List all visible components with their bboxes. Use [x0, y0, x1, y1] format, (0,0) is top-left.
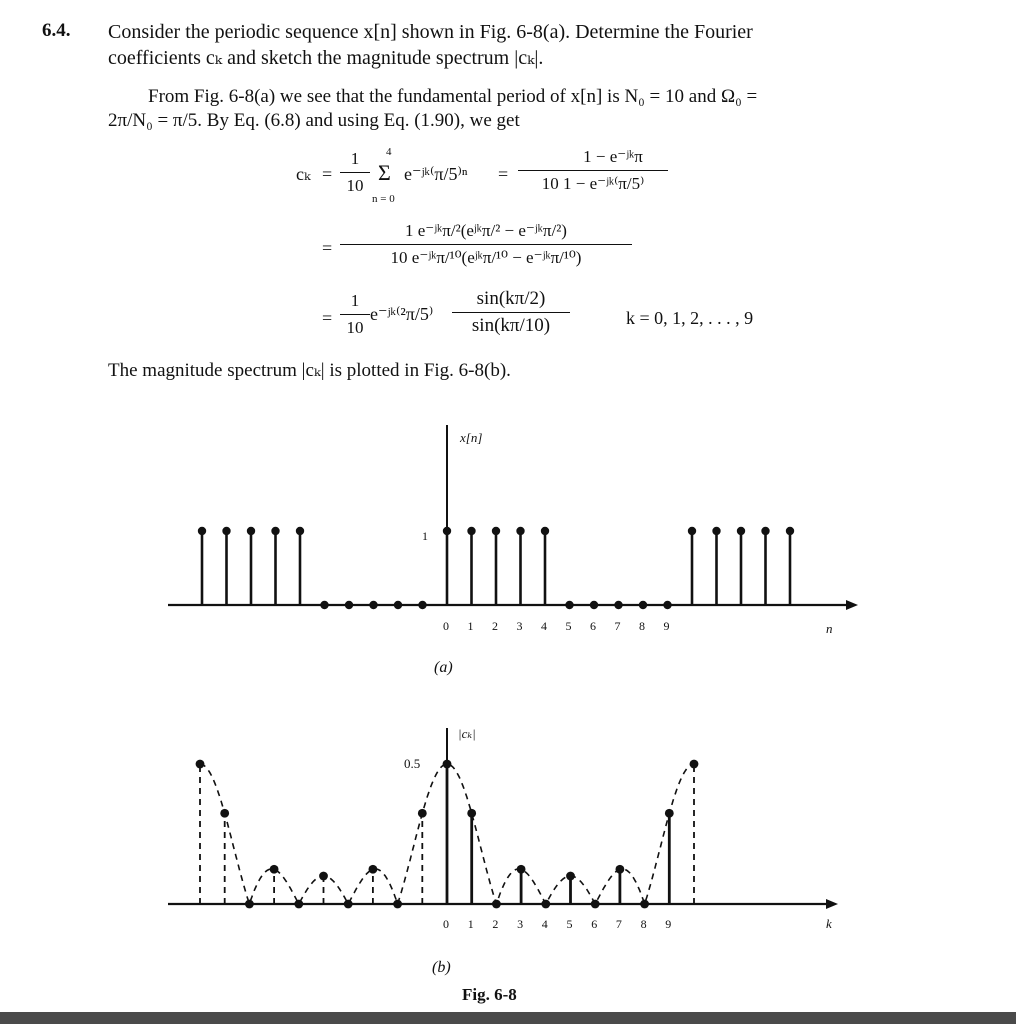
- fig-a-tick-label: 6: [590, 619, 596, 633]
- fig-b-point: [616, 865, 625, 874]
- eq3-equals: =: [322, 308, 333, 328]
- k-range: k = 0, 1, 2, . . . , 9: [626, 308, 754, 328]
- fig-b-point: [418, 809, 427, 818]
- fig-b-tick-label: 8: [640, 917, 647, 931]
- fig-b-tick-label: 9: [665, 917, 672, 931]
- fig-a-point: [320, 601, 328, 609]
- fig-b-point: [393, 900, 402, 909]
- solution-line-2: 2π/N₀ = π/5. By Eq. (6.8) and using Eq. (1.90), we get: [108, 110, 520, 131]
- eq3-sin-denominator: sin(kπ/10): [471, 315, 551, 336]
- eq1-f2-numerator: 1 − e⁻ʲᵏπ: [583, 147, 643, 166]
- eq3-numerator: 1: [350, 291, 360, 310]
- sum-upper-limit: 4: [386, 146, 392, 158]
- fig-b-level-label: 0.5: [404, 756, 421, 771]
- figure-b: [168, 726, 838, 976]
- fig-a-point: [565, 601, 573, 609]
- eq1-ck: cₖ: [296, 164, 311, 184]
- eq3-denominator: 10: [346, 318, 364, 337]
- figure-a: [168, 425, 858, 676]
- fig-a-point: [516, 527, 524, 535]
- fig-a-point: [614, 601, 622, 609]
- fig-a-tick-label: 1: [467, 619, 474, 633]
- problem-number: 6.4.: [42, 20, 71, 41]
- fig-a-x-arrow: [846, 600, 858, 610]
- fig-b-point: [344, 900, 353, 909]
- fig-b-point: [541, 900, 550, 909]
- eq3-sin-numerator: sin(kπ/2): [476, 288, 546, 309]
- eq1-equals: =: [322, 164, 333, 184]
- fig-a-point: [737, 527, 745, 535]
- fig-a-point: [639, 601, 647, 609]
- fig-b-point: [319, 872, 328, 881]
- fig-a-point: [492, 527, 500, 535]
- fig-b-tick-label: 7: [615, 917, 622, 931]
- fig-b-point: [220, 809, 229, 818]
- fig-a-point: [345, 601, 353, 609]
- fig-b-point: [245, 900, 254, 909]
- fig-a-caption: (a): [434, 659, 453, 676]
- fig-b-tick-label: 5: [566, 917, 573, 931]
- fig-a-point: [786, 527, 794, 535]
- fig-b-point: [566, 872, 575, 881]
- sum-lower-limit: n = 0: [372, 193, 395, 205]
- fig-a-point: [394, 601, 402, 609]
- fig-b-point: [591, 900, 600, 909]
- eq1-denominator: 10: [346, 176, 364, 195]
- problem-line-2: coefficients cₖ and sketch the magnitude spectrum |cₖ|.: [108, 47, 544, 69]
- fig-b-tick-label: 2: [492, 917, 499, 931]
- sum-sign: Σ: [378, 160, 391, 185]
- fig-a-point: [296, 527, 304, 535]
- fig-a-y-label: x[n]: [460, 430, 483, 445]
- eq1-exponential: e⁻ʲᵏ⁽π/5⁾ⁿ: [404, 164, 468, 184]
- eq2-numerator: 1 e⁻ʲᵏπ/²(eʲᵏπ/² − e⁻ʲᵏπ/²): [405, 221, 567, 240]
- figure-title: Fig. 6-8: [462, 985, 517, 1004]
- fig-a-point: [271, 527, 279, 535]
- fig-a-tick-label: 8: [639, 619, 645, 633]
- fig-a-point: [247, 527, 255, 535]
- fig-b-point: [294, 900, 303, 909]
- fig-b-point: [196, 760, 205, 769]
- fig-a-point: [688, 527, 696, 535]
- fig-a-tick-label: 2: [492, 619, 498, 633]
- fig-b-point: [517, 865, 526, 874]
- fig-a-point: [712, 527, 720, 535]
- fig-a-x-label: n: [826, 621, 833, 636]
- fig-b-caption: (b): [432, 959, 451, 976]
- fig-b-point: [467, 809, 476, 818]
- fig-a-tick-label: 7: [614, 619, 621, 633]
- fig-b-tick-label: 1: [467, 917, 474, 931]
- fig-b-point: [492, 900, 501, 909]
- eq2-equals: =: [322, 238, 333, 258]
- fig-a-point: [369, 601, 377, 609]
- fig-a-level-label: 1: [422, 529, 428, 543]
- fig-b-point: [665, 809, 674, 818]
- eq1-numerator: 1: [350, 149, 360, 168]
- fig-b-y-label: |cₖ|: [458, 726, 476, 741]
- fig-b-point: [690, 760, 699, 769]
- fig-a-tick-label: 0: [443, 619, 449, 633]
- fig-a-point: [222, 527, 230, 535]
- conclusion-text: The magnitude spectrum |cₖ| is plotted in Fig. 6-8(b).: [108, 360, 511, 381]
- fig-a-point: [590, 601, 598, 609]
- solution-line-1: From Fig. 6-8(a) we see that the fundamental period of x[n] is N₀ = 10 and Ω₀ =: [148, 86, 758, 107]
- fig-a-point: [418, 601, 426, 609]
- fig-a-point: [198, 527, 206, 535]
- fig-b-point: [270, 865, 279, 874]
- eq3-phase: e⁻ʲᵏ⁽²π/5⁾: [370, 304, 434, 324]
- fig-b-tick-label: 0: [443, 917, 449, 931]
- fig-b-tick-label: 6: [591, 917, 598, 931]
- fig-b-x-arrow: [826, 899, 838, 909]
- fig-a-point: [761, 527, 769, 535]
- fig-b-point: [369, 865, 378, 874]
- fig-b-point: [640, 900, 649, 909]
- fig-a-tick-label: 9: [663, 619, 670, 633]
- fig-a-point: [663, 601, 671, 609]
- fig-a-point: [443, 527, 451, 535]
- bottom-scrollbar[interactable]: [0, 1012, 1016, 1024]
- fig-a-tick-label: 5: [565, 619, 572, 633]
- fig-a-point: [541, 527, 549, 535]
- fig-b-tick-label: 3: [517, 917, 524, 931]
- fig-b-x-label: k: [826, 916, 832, 931]
- fig-a-point: [467, 527, 475, 535]
- fig-a-tick-label: 3: [516, 619, 523, 633]
- problem-line-1: Consider the periodic sequence x[n] shown in Fig. 6-8(a). Determine the Fourier: [108, 21, 753, 43]
- eq1-equals-2: =: [498, 164, 509, 184]
- fig-b-tick-label: 4: [541, 917, 548, 931]
- eq2-denominator: 10 e⁻ʲᵏπ/¹⁰(eʲᵏπ/¹⁰ − e⁻ʲᵏπ/¹⁰): [390, 248, 582, 267]
- eq1-f2-denominator: 10 1 − e⁻ʲᵏ⁽π/5⁾: [541, 174, 645, 193]
- fig-b-point: [443, 760, 452, 769]
- fig-a-tick-label: 4: [541, 619, 547, 633]
